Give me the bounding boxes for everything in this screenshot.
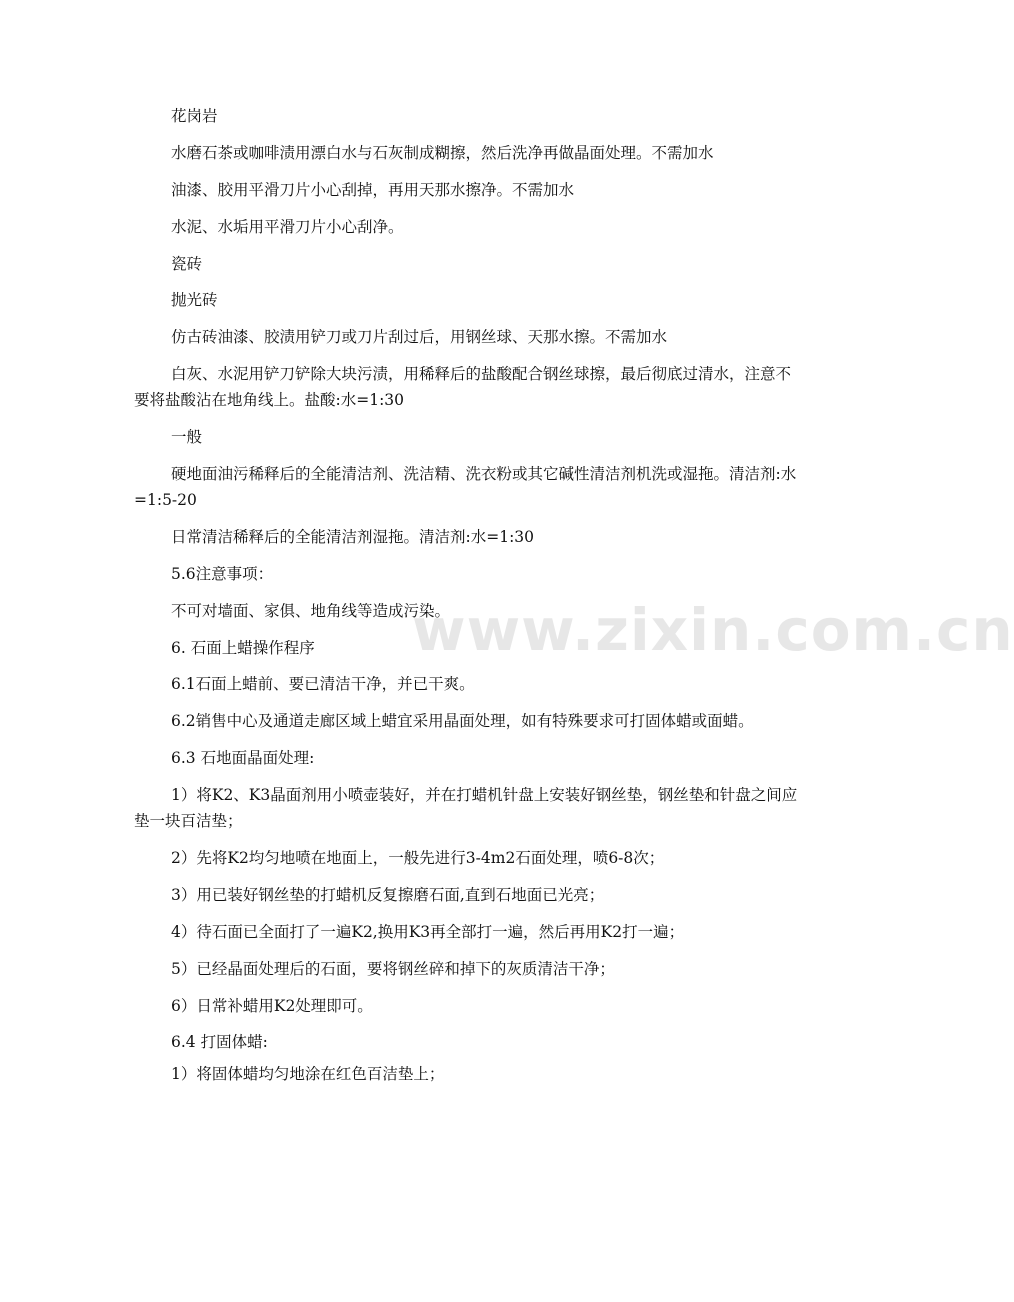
paragraph-no-pollution: 不可对墙面、家俱、地角线等造成污染。 — [171, 601, 451, 620]
paragraph-notes-heading: 5.6注意事项： — [171, 564, 274, 583]
paragraph-paint-glue: 油漆、胶用平滑刀片小心刮掉，再用天那水擦净。不需加水 — [171, 180, 575, 199]
paragraph-step-4: 4）待石面已全面打了一遍K2,换用K3再全部打一遍，然后再用K2打一遍； — [171, 922, 685, 941]
paragraph-terrazzo-stain: 水磨石茶或咖啡渍用漂白水与石灰制成糊擦，然后洗净再做晶面处理。不需加水 — [171, 143, 714, 162]
paragraph-step-3: 3）用已装好钢丝垫的打蜡机反复擦磨石面,直到石地面已光亮； — [171, 885, 605, 904]
paragraph-general-heading: 一般 — [171, 428, 203, 447]
paragraph-step-6: 6）日常补蜡用K2处理即可。 — [171, 996, 373, 1015]
paragraph-granite-heading: 花岗岩 — [171, 107, 218, 125]
paragraph-cement-scale: 水泥、水垢用平滑刀片小心刮净。 — [171, 217, 404, 236]
paragraph-lime-cement: 白灰、水泥用铲刀铲除大块污渍，用稀释后的盐酸配合钢丝球擦，最后彻底过清水，注意不要将盐酸沾在地角线上。盐酸:水=1:30 — [134, 365, 792, 410]
paragraph-6-2: 6.2销售中心及通道走廊区域上蜡宜采用晶面处理，如有特殊要求可打固体蜡或面蜡。 — [171, 712, 754, 731]
paragraph-antique-tile: 仿古砖油漆、胶渍用铲刀或刀片刮过后，用钢丝球、天那水擦。不需加水 — [171, 328, 668, 347]
watermark-text: www.zixin.com.cn — [412, 596, 1014, 664]
paragraph-ceramic-heading: 瓷砖 — [171, 254, 203, 273]
paragraph-step-1: 1）将K2、K3晶面剂用小喷壶装好，并在打蜡机针盘上安装好钢丝垫，钢丝垫和针盘之间应垫一块百洁垫； — [134, 786, 798, 831]
paragraph-polished-tile-heading: 抛光砖 — [171, 291, 218, 310]
paragraph-step-2: 2）先将K2均匀地喷在地面上，一般先进行3-4m2石面处理，喷6-8次； — [171, 849, 665, 868]
paragraph-solid-wax-step-1: 1）将固体蜡均匀地涂在红色百洁垫上； — [171, 1065, 445, 1084]
paragraph-daily-cleaning: 日常清洁稀释后的全能清洁剂湿拖。清洁剂:水=1:30 — [171, 527, 535, 546]
paragraph-6-3-heading: 6.3 石地面晶面处理: — [171, 749, 315, 768]
paragraph-6-1: 6.1石面上蜡前、要已清洁干净，并已干爽。 — [171, 675, 475, 694]
paragraph-hard-floor-oil: 硬地面油污稀释后的全能清洁剂、洗洁精、洗衣粉或其它碱性清洁剂机洗或湿拖。清洁剂:水=1:5-20 — [134, 465, 797, 510]
paragraph-6-4-heading: 6.4 打固体蜡: — [171, 1033, 268, 1052]
paragraph-waxing-procedure-heading: 6. 石面上蜡操作程序 — [171, 638, 315, 657]
paragraph-step-5: 5）已经晶面处理后的石面，要将钢丝碎和掉下的灰质清洁干净； — [171, 959, 615, 978]
